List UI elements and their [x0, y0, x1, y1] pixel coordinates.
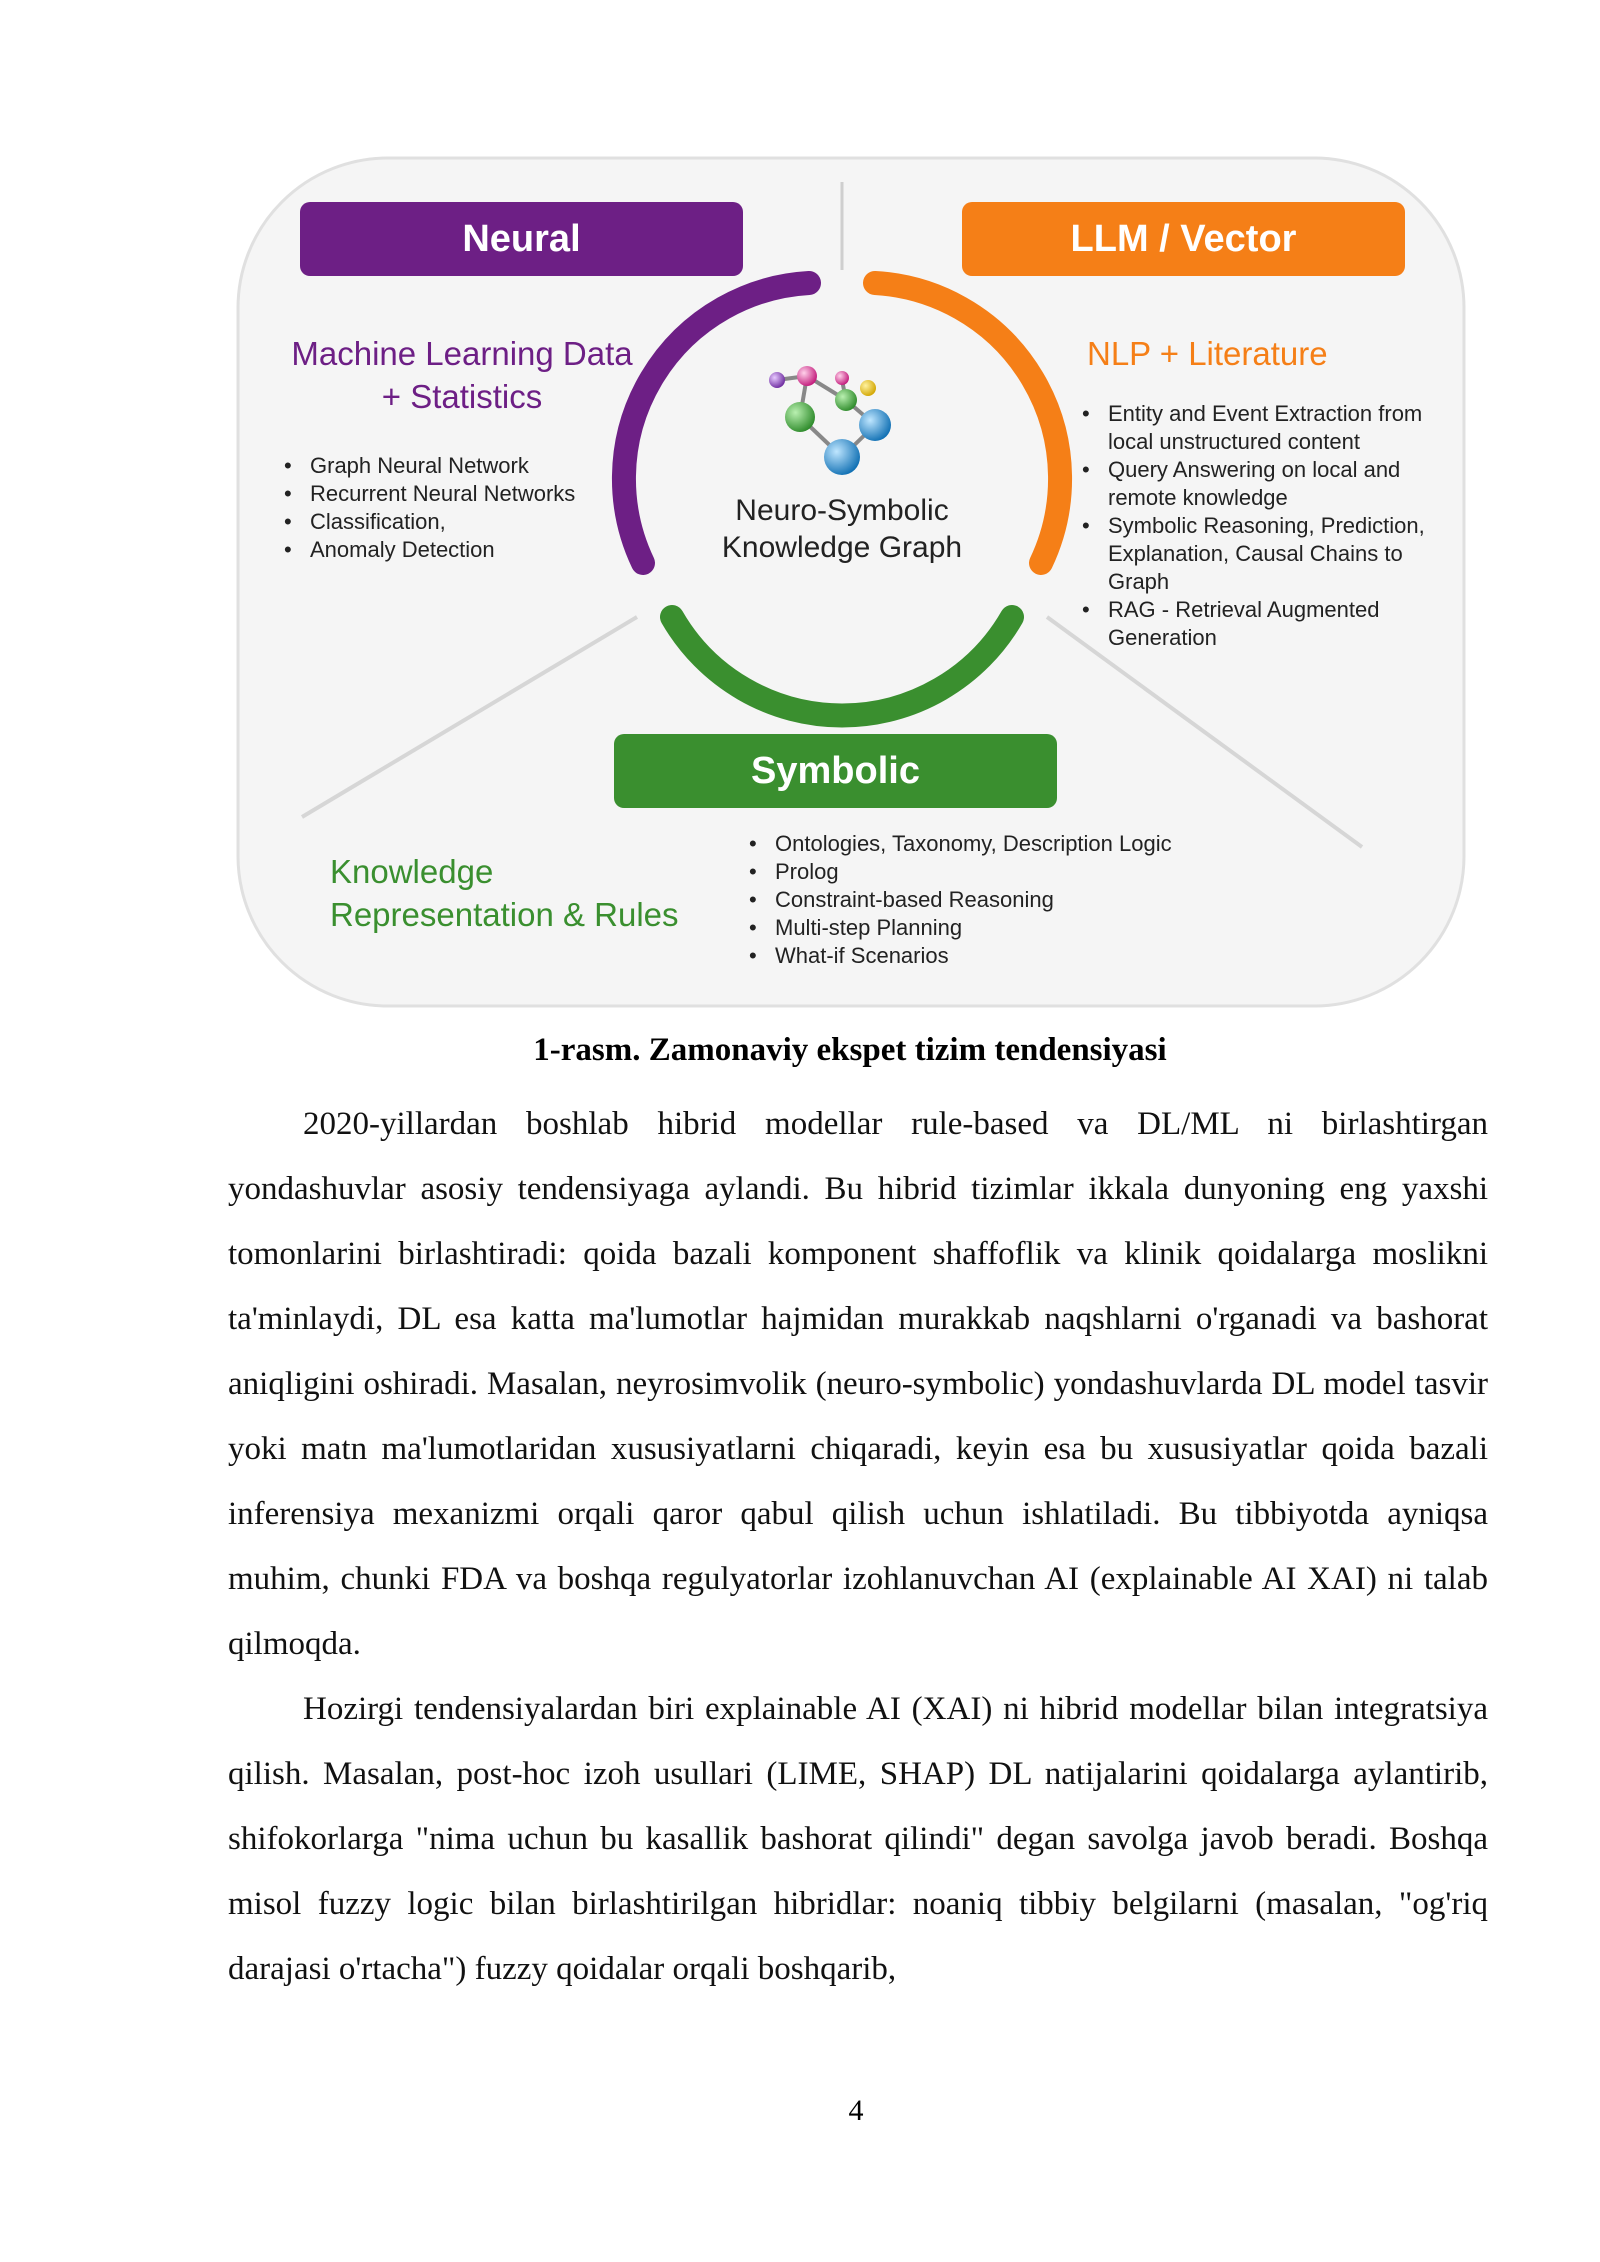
symbolic-title-line-2: Representation & Rules: [330, 896, 679, 933]
figure-caption: 1-rasm. Zamonaviy ekspet tizim tendensiyasi: [533, 1032, 1167, 1068]
neural-title-line-2: + Statistics: [381, 378, 543, 415]
llm-bullet-list: [1080, 400, 1460, 652]
list-item: • Prolog: [747, 858, 1227, 886]
list-item: • Constraint-based Reasoning: [747, 886, 1227, 914]
neural-label: Neural: [462, 217, 581, 260]
list-item: • Symbolic Reasoning, Prediction, Explanation, Causal Chains to Graph: [1080, 512, 1460, 596]
neural-title-line-1: Machine Learning Data: [291, 335, 633, 372]
llm-label-pill: [962, 202, 1405, 276]
paragraph: Hozirgi tendensiyalardan biri explainable AI (XAI) ni hibrid modellar bilan integratsiya qilish. Masalan, post-hoc izoh usullari (LIME, SHAP) DL natijalarini qoidalarga aylantirib, shifokorlarga "nima uchun bu kasallik bashorat qilindi" degan savolga javob beradi. Boshqa misol fuzzy logic bilan birlashtirilgan hibridlar: noaniq tibbiy belgilarni (masalan, "og'riq darajasi o'rtacha") fuzzy qoidalar orqali boshqarib,: [228, 1691, 1488, 1987]
center-label: [702, 492, 982, 566]
list-item: • Query Answering on local and remote knowledge: [1080, 456, 1460, 512]
list-item: • Classification,: [282, 508, 622, 536]
neural-bullet-list: [282, 452, 622, 564]
neural-label-pill: [300, 202, 743, 276]
symbolic-title: [330, 850, 730, 936]
llm-label: LLM / Vector: [1070, 217, 1297, 260]
page-number: 4: [848, 2094, 864, 2127]
list-item: • Recurrent Neural Networks: [282, 480, 622, 508]
llm-title: NLP + Literature: [1087, 335, 1328, 372]
symbolic-label-pill: [614, 734, 1057, 808]
list-item: • Ontologies, Taxonomy, Description Logic: [747, 830, 1227, 858]
figure-neuro-symbolic: [232, 152, 1470, 1012]
paragraph: 2020-yillardan boshlab hibrid modellar rule-based va DL/ML ni birlashtirgan yondashuvlar asosiy tendensiyaga aylandi. Bu hibrid tizimlar ikkala dunyoning eng yaxshi tomonlarini birlashtiradi: qoida bazali komponent shaffoflik va klinik qoidalarga moslikni ta'minlaydi, DL esa katta ma'lumotlar hajmidan murakkab naqshlarni o'rganadi va bashorat aniqligini oshiradi. Masalan, neyrosimvolik (neuro-symbolic) yondashuvlarda DL model tasvir yoki matn ma'lumotlaridan xususiyatlarni chiqaradi, keyin esa bu xususiyatlar qoida bazali inferensiya mexanizmi orqali qaror qabul qilish uchun ishlatiladi. Bu tibbiyotda ayniqsa muhim, chunki FDA va boshqa regulyatorlar izohlanuvchan AI (explainable AI XAI) ni talab qilmoqda.: [228, 1106, 1488, 1662]
list-item: • Multi-step Planning: [747, 914, 1227, 942]
symbolic-label: Symbolic: [751, 749, 920, 792]
list-item: • Entity and Event Extraction from local unstructured content: [1080, 400, 1460, 456]
symbolic-bullet-list: [747, 830, 1227, 970]
neural-title: [272, 332, 652, 418]
list-item: • RAG - Retrieval Augmented Generation: [1080, 596, 1460, 652]
symbolic-title-line-1: Knowledge: [330, 853, 494, 890]
center-label-line-1: Neuro-Symbolic: [735, 494, 949, 527]
list-item: • Graph Neural Network: [282, 452, 622, 480]
center-label-line-2: Knowledge Graph: [721, 531, 963, 564]
body-text: [228, 1092, 1488, 2002]
list-item: • Anomaly Detection: [282, 536, 622, 564]
list-item: • What-if Scenarios: [747, 942, 1227, 970]
